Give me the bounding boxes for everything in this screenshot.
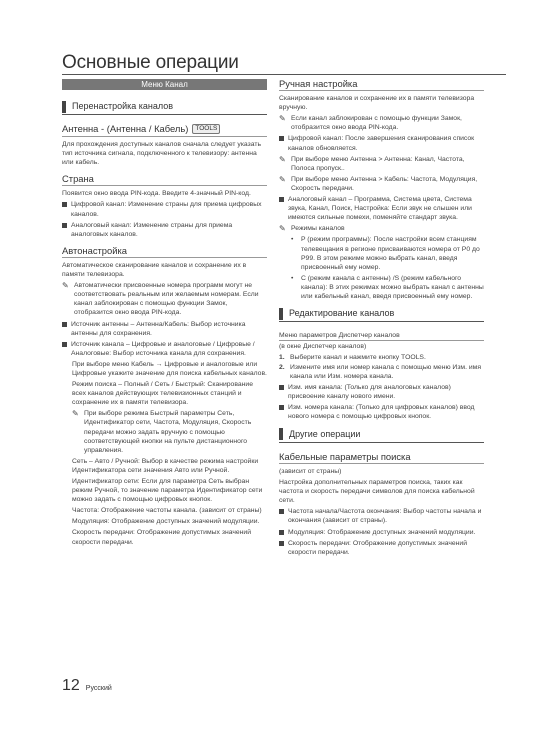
note — [72, 409, 267, 454]
list-item — [279, 507, 484, 525]
bullet-icon — [279, 405, 284, 410]
list-item — [279, 528, 484, 537]
cable-search-sub: (зависит от страны) — [279, 468, 342, 475]
bullet-text: Источник канала – Цифровые и аналоговые / Цифровые /Аналоговые: Выбор источника канала для сохранения. — [71, 340, 255, 357]
bullet-icon — [279, 509, 284, 514]
antenna-heading-text: Антенна - (Антенна / Кабель) — [62, 123, 189, 135]
note — [279, 224, 484, 233]
note-text: Если канал заблокирован с помощью функции Замок, отобразится окно ввода PIN-кода. — [291, 115, 462, 132]
bullet-text: Изм. имя канала: (Только для аналоговых каналов) присвоение каналу нового имени. — [288, 383, 451, 400]
step-number: 2. — [279, 364, 285, 372]
bullet-text: Изм. номера канала: (Только для цифровых каналов) ввод нового номера с помощью цифровых кнопок. — [288, 403, 475, 420]
dot-text: P (режим программы): После настройки всем станциям телевещания в регионе присваиваются номера от P0 до P99. В этом режиме можно выбрать канал, введя присвоенный ему номер. — [301, 236, 480, 271]
section-header-edit — [279, 306, 484, 322]
list-item — [279, 235, 484, 271]
note-text: При выборе меню Антенна > Антенна: Канал, Частота, Полоса пропуск.. — [291, 155, 465, 172]
antenna-text: Для прохождения доступных каналов сначала следует указать тип источника сигнала, подключенного к телевизору: антенна или кабель. — [62, 141, 262, 167]
auto-text: Автоматическое сканирование каналов и сохранение их в памяти телевизора. — [62, 261, 247, 279]
note — [279, 114, 484, 132]
bullet-icon — [279, 385, 284, 390]
list-item — [62, 200, 267, 218]
dot-icon: • — [291, 236, 294, 244]
note-text: При выборе режима Быстрый параметры Сеть, Идентификатор сети, Частота, Модуляция, Скорость передачи можно задать вручную с помощью соответствующей кнопки на пульте дистанционного управления. — [84, 410, 252, 454]
detail-text: Сеть – Авто / Ручной: Выбор в качестве режима настройки Идентификатора сети значения Авто или Ручной. — [72, 457, 259, 474]
list-item — [279, 195, 484, 222]
antenna-heading — [62, 124, 267, 137]
title-rule — [62, 74, 506, 75]
list-item — [279, 274, 484, 301]
bullet-icon — [279, 136, 284, 141]
language-label: Русский — [85, 685, 112, 692]
list-item — [279, 363, 484, 381]
note — [279, 175, 484, 193]
manual-heading: Ручная настройка — [279, 79, 484, 91]
left-column — [62, 79, 267, 549]
bullet-icon — [279, 197, 284, 202]
bullet-icon — [62, 202, 67, 207]
list-item — [62, 340, 267, 358]
list-item — [279, 403, 484, 421]
detail-text: При выборе меню Кабель → Цифровые и аналоговые или Цифровые укажите значение для поиска кабельных каналов. — [72, 360, 267, 377]
step-number: 1. — [279, 354, 285, 362]
detail-text: Частота: Отображение частоты канала. (зависит от страны) — [72, 507, 262, 515]
edit-subheading-note: (в окне Диспетчер каналов) — [279, 343, 367, 351]
bullet-text: Цифровой канал: Изменение страны для приема цифровых каналов. — [71, 201, 262, 218]
detail-text: Модуляция: Отображение доступных значений модуляции. — [72, 518, 260, 526]
right-column — [279, 79, 484, 559]
pencil-icon: ✎ — [62, 281, 69, 291]
pencil-icon: ✎ — [279, 154, 286, 164]
bullet-text: Скорость передачи: Отображение допустимых значений скорости передачи. — [288, 539, 467, 556]
page-number: 12 — [62, 677, 80, 694]
bullet-icon — [279, 530, 284, 535]
section-header-retune — [62, 99, 267, 115]
country-text: Появится окно ввода PIN-кода. Введите 4-значный PIN-код. — [62, 190, 251, 198]
dot-text: C (режим канала с антенны) /S (режим кабельного канала): В этих режимах можно выбрать канал с антенны или кабельный канал, введя присвоенный ему номер. — [301, 274, 484, 300]
list-item — [62, 320, 267, 338]
list-item — [62, 221, 267, 239]
pencil-icon: ✎ — [279, 114, 286, 124]
detail-text: Режим поиска – Полный / Сеть / Быстрый: Сканирование всех каналов действующих телевизионных станций и сохранение их в памяти телевизора. — [72, 381, 253, 407]
bullet-text: Модуляция: Отображение доступных значений модуляции. — [288, 528, 476, 536]
bullet-icon — [62, 223, 67, 228]
cable-search-text: Настройка дополнительных параметров поиска, таких как частота и скорость передачи символов для поиска кабельной сети. — [279, 479, 475, 505]
bullet-icon — [62, 322, 67, 327]
edit-subheading: Меню параметров Диспетчер каналов — [279, 331, 484, 341]
pencil-icon: ✎ — [72, 409, 79, 419]
note — [279, 155, 484, 173]
step-text: Выберите канал и нажмите кнопку TOOLS. — [290, 354, 426, 362]
section-marker — [62, 101, 66, 113]
pencil-icon: ✎ — [279, 224, 286, 234]
page-footer — [62, 677, 112, 695]
bullet-text: Частота начала/Частота окончания: Выбор частоты начала и окончания (зависит от страны). — [288, 508, 482, 525]
note-text: Автоматически присвоенные номера программ могут не соответствовать реальным или желаемым номерам. Если канал заблокирован с помощью функции Замок, отобразится окно ввода PIN-кода. — [74, 282, 259, 317]
detail-text: Идентификатор сети: Если для параметра Сеть выбран режим Ручной, то значение параметра Идентификатор сети можно задать с помощью цифровых кнопок. — [72, 478, 263, 504]
note — [62, 281, 267, 317]
step-text: Измените имя или номер канала с помощью меню Изм. имя канала или Изм. номера канала. — [290, 364, 482, 381]
section-header-other — [279, 427, 484, 443]
bullet-text: Источник антенны – Антенна/Кабель: Выбор источника антенны для сохранения. — [71, 320, 246, 337]
section-title: Редактирование каналов — [289, 308, 395, 319]
section-title: Перенастройка каналов — [72, 100, 174, 111]
bullet-icon — [279, 541, 284, 546]
note-text: Режимы каналов — [291, 225, 345, 233]
section-marker — [279, 308, 283, 320]
note-text: При выборе меню Антенна > Кабель: Частота, Модуляция, Скорость передачи. — [291, 175, 478, 192]
detail-text: Скорость передачи: Отображение допустимых значений скорости передачи. — [72, 529, 251, 546]
list-item — [279, 383, 484, 401]
bullet-text: Аналоговый канал: Изменение страны для приема аналоговых каналов. — [71, 221, 233, 238]
bullet-text: Цифровой канал: После завершения сканирования список каналов обновляется. — [288, 135, 475, 152]
tools-badge: TOOLS — [192, 124, 220, 134]
cable-search-heading: Кабельные параметры поиска — [279, 452, 484, 464]
page-title: Основные операции — [62, 52, 239, 73]
auto-heading: Автонастройка — [62, 246, 267, 258]
section-title: Другие операции — [289, 428, 361, 439]
pencil-icon: ✎ — [279, 174, 286, 184]
list-item — [279, 134, 484, 152]
bullet-icon — [62, 342, 67, 347]
list-item — [279, 353, 484, 362]
section-marker — [279, 428, 283, 440]
dot-icon: • — [291, 274, 294, 282]
menu-bar: Меню Канал — [62, 79, 267, 90]
bullet-text: Аналоговый канал – Программа, Система цвета, Система звука, Канал, Поиск, Настройка: Если звук не слышен или имеются сильные помехи, поменяйте стандарт звука. — [288, 196, 472, 222]
country-heading: Страна — [62, 174, 267, 186]
auto-details — [62, 360, 267, 547]
manual-text: Сканирование каналов и сохранение их в памяти телевизора вручную. — [279, 95, 475, 112]
list-item — [279, 539, 484, 557]
